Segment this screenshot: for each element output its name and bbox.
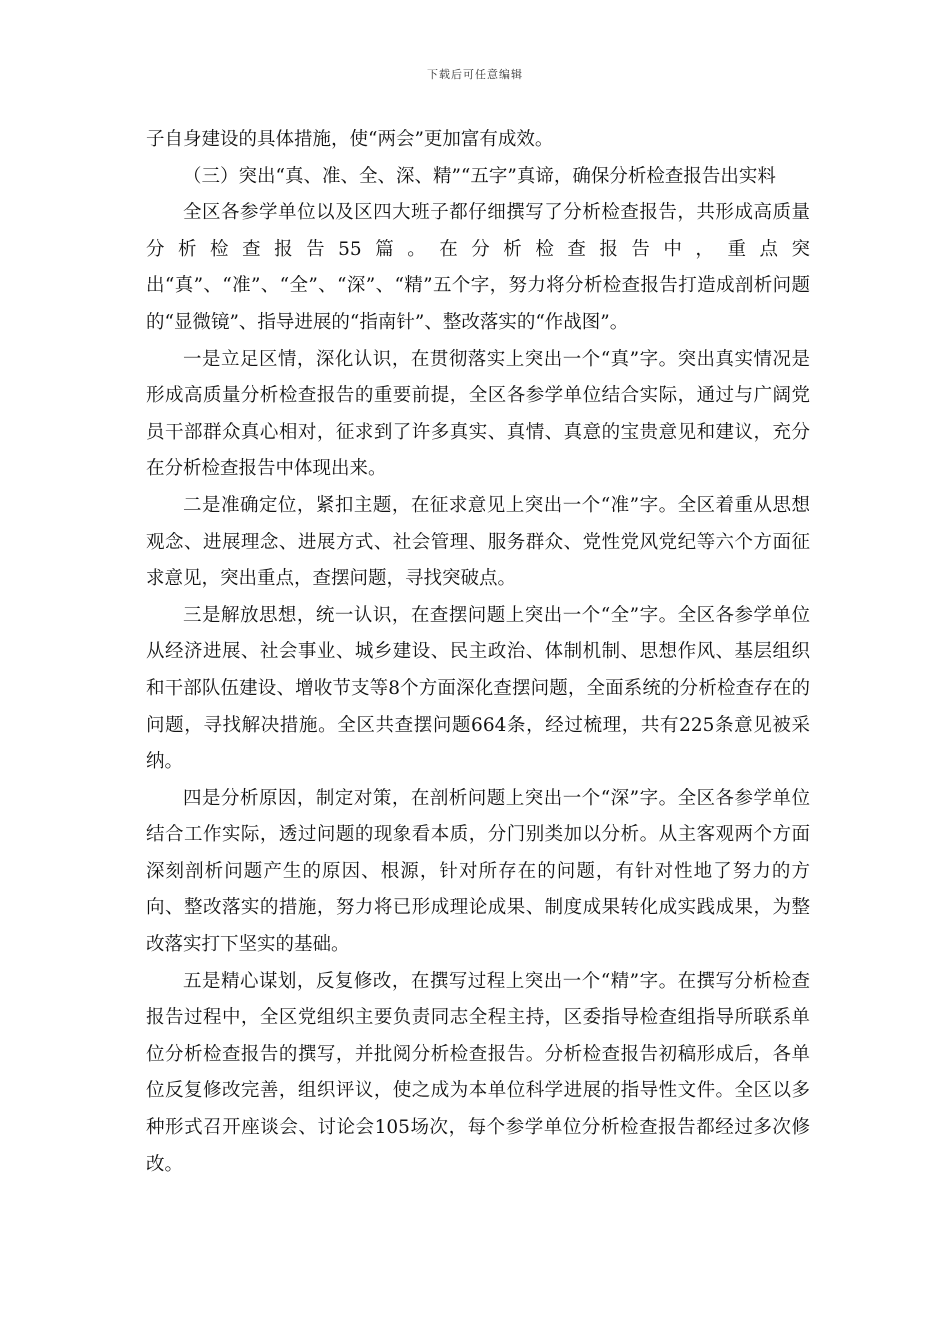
paragraph-shen: 四是分析原因，制定对策，在剖析问题上突出一个“深”字。全区各参学单位结合工作实际，透过问题的现象看本质，分门别类加以分析。从主客观两个方面深刻剖析问题产生的原因、根源，针对所存在的问题，有针对性地了努力的方向、整改落实的措施，努力将已形成理论成果、制度成果转化成实践成果，为整改落实打下坚实的基础。 [146, 787, 810, 956]
paragraph-intro: 全区各参学单位以及区四大班子都仔细撰写了分析检查报告，共形成高质量分析检查报告55篇。在分析检查报告中，重点突出“真”、“准”、“全”、“深”、“精”五个字，努力将分析检查报告打造成剖析问题的“显微镜”、指导进展的“指南针”、整改落实的“作战图”。 [146, 202, 810, 333]
document-body [146, 122, 810, 1183]
section-heading: （三）突出“真、准、全、深、精”“五字”真谛，确保分析检查报告出实料 [183, 165, 776, 187]
paragraph-continuation: 子自身建设的具体措施，使“两会”更加富有成效。 [146, 129, 554, 150]
page-header: 下载后可任意编辑 [427, 68, 523, 81]
paragraph-zhun: 二是准确定位，紧扣主题，在征求意见上突出一个“准”字。全区着重从思想观念、进展理念、进展方式、社会管理、服务群众、党性党风党纪等六个方面征求意见，突出重点，查摆问题，寻找突破点。 [146, 494, 810, 590]
paragraph-jing: 五是精心谋划，反复修改，在撰写过程上突出一个“精”字。在撰写分析检查报告过程中，全区党组织主要负责同志全程主持，区委指导检查组指导所联系单位分析检查报告的撰写，并批阅分析检查报告。分析检查报告初稿形成后，各单位反复修改完善，组织评议，使之成为本单位科学进展的指导性文件。全区以多种形式召开座谈会、讨论会105场次，每个参学单位分析检查报告都经过多次修改。 [146, 970, 810, 1175]
paragraph-zhen: 一是立足区情，深化认识，在贯彻落实上突出一个“真”字。突出真实情况是形成高质量分析检查报告的重要前提，全区各参学单位结合实际，通过与广阔党员干部群众真心相对，征求到了许多真实、真情、真意的宝贵意见和建议，充分在分析检查报告中体现出来。 [146, 348, 810, 480]
paragraph-quan: 三是解放思想，统一认识，在查摆问题上突出一个“全”字。全区各参学单位从经济进展、社会事业、城乡建设、民主政治、体制机制、思想作风、基层组织和干部队伍建设、增收节支等8个方面深化查摆问题，全面系统的分析检查存在的问题，寻找解决措施。全区共查摆问题664条，经过梳理，共有225条意见被采纳。 [146, 604, 810, 773]
